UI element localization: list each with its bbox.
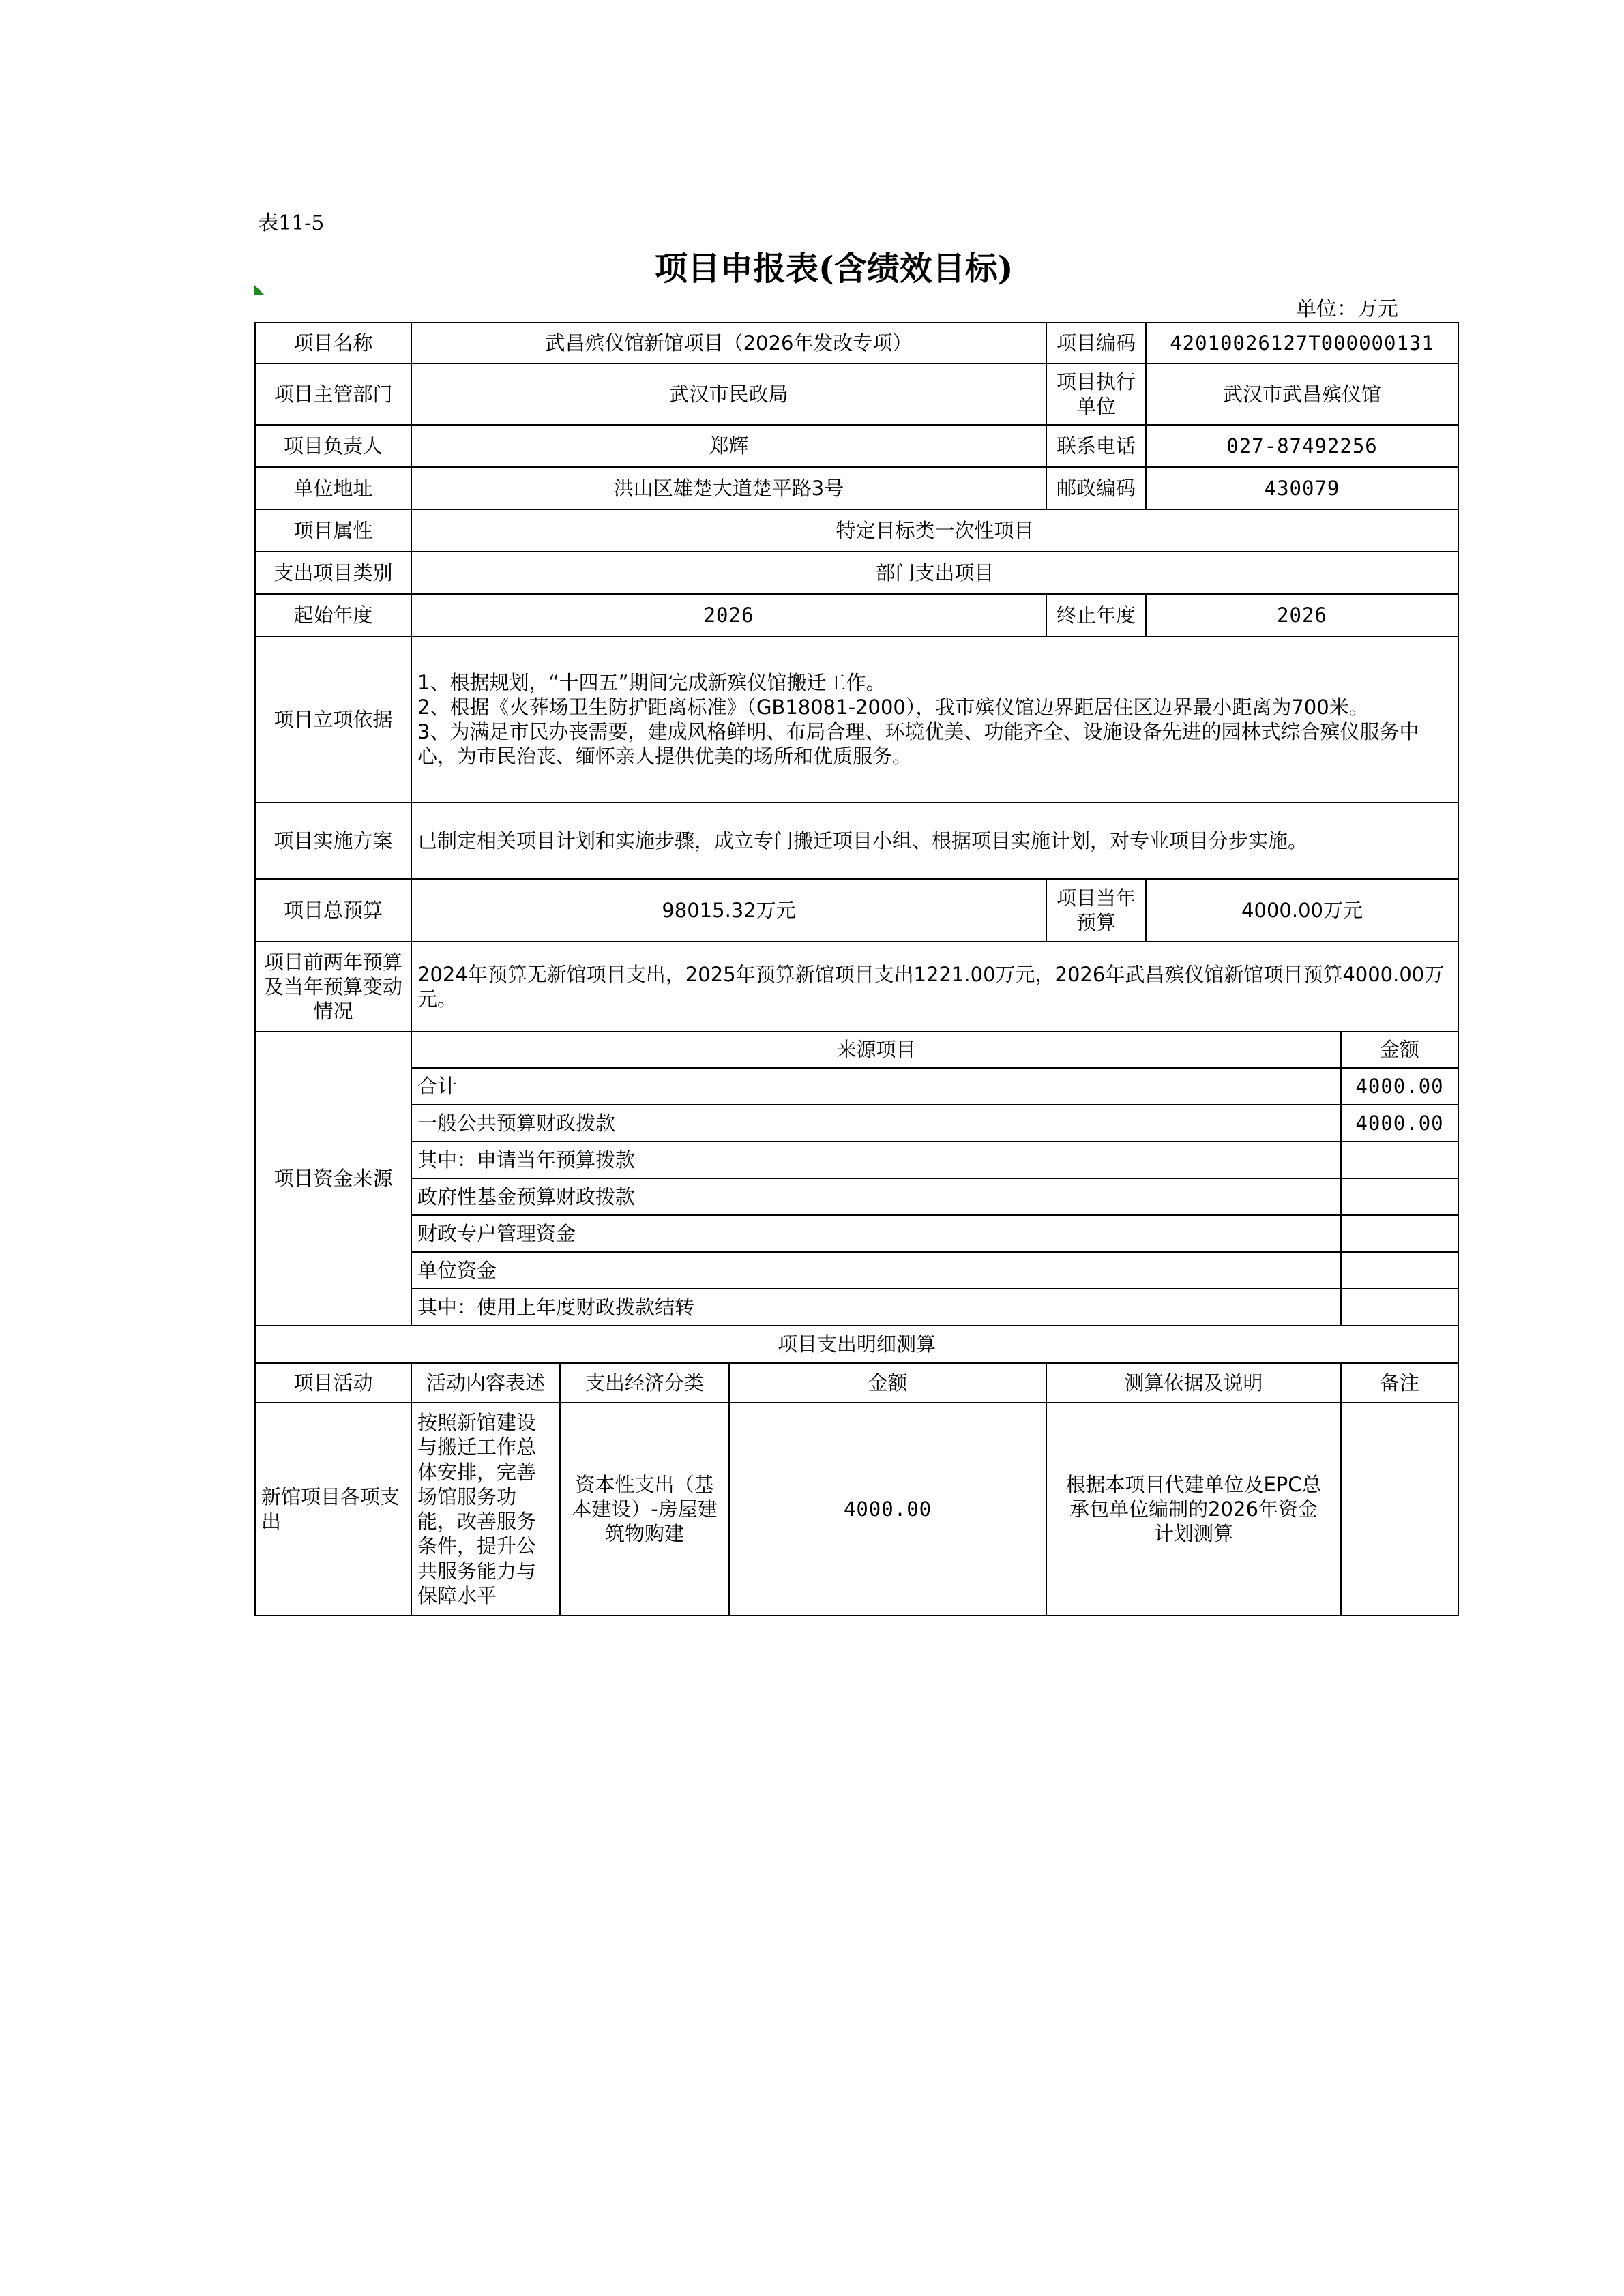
detail-header-activity: 项目活动 [255, 1363, 411, 1403]
funding-source-name: 合计 [411, 1068, 1341, 1105]
category-value: 部门支出项目 [411, 552, 1458, 594]
row-years [255, 594, 1458, 636]
funding-row [255, 1178, 1458, 1215]
funding-amount [1341, 1289, 1458, 1326]
end-year-label: 终止年度 [1046, 594, 1146, 636]
funding-row [255, 1068, 1458, 1105]
attribute-value: 特定目标类一次性项目 [411, 509, 1458, 552]
name-label: 项目名称 [255, 323, 411, 363]
basis-line-3: 3、为满足市民办丧需要，建成风格鲜明、布局合理、环境优美、功能齐全、设施设备先进的园林式综合殡仪服务中心，为市民治丧、缅怀亲人提供优美的场所和优质服务。 [417, 720, 1419, 769]
total-budget-value: 98015.32万元 [411, 879, 1046, 942]
funding-source-name: 一般公共预算财政拨款 [411, 1105, 1341, 1142]
phone-label: 联系电话 [1046, 425, 1146, 467]
basis-line-2: 2、根据《火葬场卫生防护距离标准》（GB18081-2000），我市殡仪馆边界距居住区边界最小距离为700米。 [417, 695, 1369, 719]
funding-source-name: 单位资金 [411, 1252, 1341, 1289]
funding-source-name: 其中：使用上年度财政拨款结转 [411, 1289, 1341, 1326]
exec-unit-value: 武汉市武昌殡仪馆 [1146, 363, 1458, 425]
leader-value: 郑辉 [411, 425, 1046, 467]
dept-label: 项目主管部门 [255, 363, 411, 425]
basis-label: 项目立项依据 [255, 636, 411, 803]
start-year-value: 2026 [411, 594, 1046, 636]
plan-label: 项目实施方案 [255, 803, 411, 879]
funding-row [255, 1105, 1458, 1142]
detail-remark [1341, 1403, 1458, 1615]
detail-header-row [255, 1363, 1458, 1403]
row-attribute [255, 509, 1458, 552]
basis-value [411, 636, 1458, 803]
funding-source-name: 其中：申请当年预算拨款 [411, 1142, 1341, 1178]
row-plan [255, 803, 1458, 879]
name-value: 武昌殡仪馆新馆项目（2026年发改专项） [411, 323, 1046, 363]
code-value: 42010026127T000000131 [1146, 323, 1458, 363]
postcode-label: 邮政编码 [1046, 467, 1146, 509]
project-declaration-table [254, 322, 1459, 1616]
year-budget-label: 项目当年预算 [1046, 879, 1146, 942]
detail-header-content: 活动内容表述 [411, 1363, 560, 1403]
funding-amount [1341, 1178, 1458, 1215]
funding-label: 项目资金来源 [255, 1032, 411, 1326]
category-label: 支出项目类别 [255, 552, 411, 594]
funding-row [255, 1142, 1458, 1178]
detail-amount: 4000.00 [729, 1403, 1046, 1615]
detail-row [255, 1403, 1458, 1615]
funding-amount [1341, 1215, 1458, 1252]
row-address [255, 467, 1458, 509]
funding-header-amount: 金额 [1341, 1032, 1458, 1068]
detail-header-classification: 支出经济分类 [560, 1363, 729, 1403]
address-label: 单位地址 [255, 467, 411, 509]
address-value: 洪山区雄楚大道楚平路3号 [411, 467, 1046, 509]
attribute-label: 项目属性 [255, 509, 411, 552]
year-budget-value: 4000.00万元 [1146, 879, 1458, 942]
funding-source-name: 财政专户管理资金 [411, 1215, 1341, 1252]
funding-header-row [255, 1032, 1458, 1068]
dept-value: 武汉市民政局 [411, 363, 1046, 425]
code-label: 项目编码 [1046, 323, 1146, 363]
basis-line-1: 1、根据规划，“十四五”期间完成新殡仪馆搬迁工作。 [417, 670, 886, 694]
change-label: 项目前两年预算及当年预算变动情况 [255, 942, 411, 1032]
row-basis [255, 636, 1458, 803]
phone-value: 027-87492256 [1146, 425, 1458, 467]
page-title: 项目申报表(含绩效目标) [655, 250, 1014, 288]
funding-amount: 4000.00 [1341, 1105, 1458, 1142]
funding-amount [1341, 1142, 1458, 1178]
detail-header-remark: 备注 [1341, 1363, 1458, 1403]
end-year-value: 2026 [1146, 594, 1458, 636]
plan-value: 已制定相关项目计划和实施步骤，成立专门搬迁项目小组、根据项目实施计划，对专业项目分步实施。 [411, 803, 1458, 879]
change-value: 2024年预算无新馆项目支出，2025年预算新馆项目支出1221.00万元，2026年武昌殡仪馆新馆项目预算4000.00万元。 [411, 942, 1458, 1032]
row-budget [255, 879, 1458, 942]
start-year-label: 起始年度 [255, 594, 411, 636]
detail-section-row [255, 1326, 1458, 1363]
funding-row [255, 1252, 1458, 1289]
row-dept [255, 363, 1458, 425]
total-budget-label: 项目总预算 [255, 879, 411, 942]
unit-label: 单位：万元 [1296, 297, 1398, 321]
funding-row [255, 1215, 1458, 1252]
detail-activity: 新馆项目各项支出 [255, 1403, 411, 1615]
detail-header-amount: 金额 [729, 1363, 1046, 1403]
row-category [255, 552, 1458, 594]
cell-comment-marker-icon [254, 285, 264, 295]
funding-amount: 4000.00 [1341, 1068, 1458, 1105]
row-project-name [255, 323, 1458, 363]
table-number: 表11-5 [258, 211, 325, 235]
detail-header-basis: 测算依据及说明 [1046, 1363, 1341, 1403]
detail-classification: 资本性支出（基本建设）-房屋建筑物购建 [560, 1403, 729, 1615]
row-leader [255, 425, 1458, 467]
funding-header-source: 来源项目 [411, 1032, 1341, 1068]
funding-source-name: 政府性基金预算财政拨款 [411, 1178, 1341, 1215]
funding-amount [1341, 1252, 1458, 1289]
funding-row [255, 1289, 1458, 1326]
leader-label: 项目负责人 [255, 425, 411, 467]
detail-section-title: 项目支出明细测算 [255, 1326, 1458, 1363]
detail-basis: 根据本项目代建单位及EPC总承包单位编制的2026年资金计划测算 [1046, 1403, 1341, 1615]
postcode-value: 430079 [1146, 467, 1458, 509]
exec-unit-label: 项目执行单位 [1046, 363, 1146, 425]
detail-content: 按照新馆建设与搬迁工作总体安排，完善场馆服务功能，改善服务条件，提升公共服务能力与保障水平 [411, 1403, 560, 1615]
row-change [255, 942, 1458, 1032]
